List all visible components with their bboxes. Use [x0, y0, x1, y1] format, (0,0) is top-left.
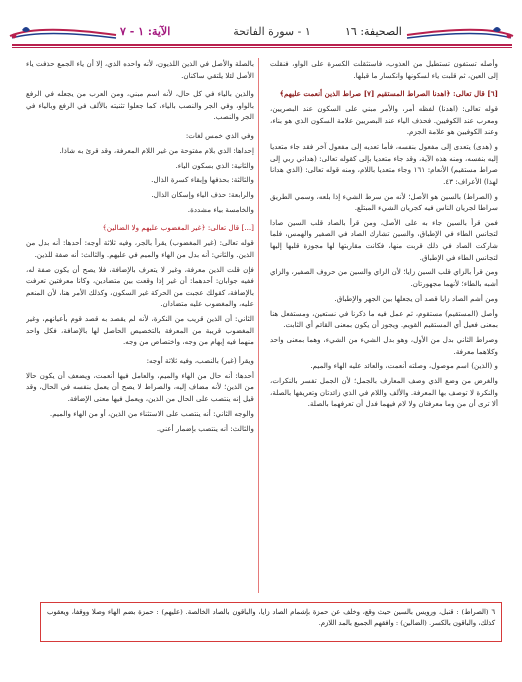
left-column [26, 58, 254, 593]
paragraph: والغرض من وضع الذي وصف المعارف بالجمل؛ لأن الجمل تفسر بالنكرات، والنكرة لا توصف بها المعرفة. والألف واللام في الذي زائدتان وتعريفها بالصلة، ألا ترى أن من وما معرفتان ولا لام فيهما فدل أن تعرفهما بالصلة. [270, 376, 498, 409]
paragraph: إحداها: الذي بلام مفتوحة من غير اللام المعرفة، وقد قرئ به شاذا. [59, 145, 254, 155]
paragraph: فمن قرأ بالسين جاء به على الأصل، ومن قرأ بالصاد قلب السين صادا لتجانس الطاء في الإطباق، والسين تشارك الصاد في الصفير والهمس، فلما شاركت الصاد في ذلك قربت منها، فكانت مقاربتها لها مجوزة قلبها إليها لتجانس الطاء في الإطباق. [270, 217, 498, 262]
paragraph: والذين بالياء في كل حال، لأنه اسم مبني، ومن العرب من يجعله في الرفع بالواو، وفي الجر والنصب بالياء، كما جعلوا تثنيته بالألف في الرفع وبالياء في الجر والنصب. [26, 89, 254, 122]
paragraph: أحدها: أنه حال من الهاء والميم، والعامل فيها أنعمت، ويضعف أن يكون حالا من الذين؛ لأنه مضاف إليه، والصراط لا يصح أن يعمل بنفسه في الحال، وقد قيل إنه ينتصب على الحال من الذين، ويعمل فيها معنى الإضافة. [26, 370, 254, 403]
footnote-box [40, 602, 502, 642]
header-rule-thin [12, 47, 512, 48]
paragraph: الثاني: أن الذين قريب من النكرة، لأنه لم يقصد به قصد قوم بأعيانهم، وغير المغضوب قريبة من المعرفة بالتخصيص الحاصل لها بالإضافة، فكل واحد منهما فيه إبهام من وجه، واختصاص من وجه. [26, 314, 254, 347]
verse-heading: [...] قال تعالى: ﴿غير المغضوب عليهم ولا الضالين﴾ [102, 223, 254, 233]
paragraph: فإن قلت الذين معرفة، وغير لا يتعرف بالإضافة، فلا يصح أن يكون صفة له، ففيه جوابان: أحدهما: أن غير إذا وقعت بين متضادين، وكانا معرفتين تعرفت بالإضافة، كقولك عجبت من الحركة غير السكون، وكذلك الأمر هنا، لأن المنعم عليه، والمغضوب عليه متضادان. [26, 264, 254, 309]
paragraph: والوجه الثاني: أنه ينتصب على الاستثناء من الذين، أو من الهاء والميم. [49, 408, 254, 418]
header-ornament-right-icon [405, 22, 515, 42]
paragraph: والرابعة: حذف الياء وإسكان الذال. [151, 190, 254, 200]
right-column [270, 58, 498, 593]
paragraph: و (الذين) اسم موصول، وصلته أنعمت، والعائد عليه الهاء والميم. [310, 361, 498, 371]
header-page-number: الصحيفة: ١٦ [345, 25, 402, 38]
paragraph: وفي الذي خمس لغات: [185, 130, 254, 140]
verse-heading: [٦] قال تعالى: ﴿اهدنا الصراط المستقيم [٧] صراط الذين أنعمت عليهم﴾ [279, 89, 498, 99]
column-divider [258, 58, 259, 593]
paragraph: ومن أشم الصاد زايا قصد أن يجعلها بين الجهر والإطباق. [334, 293, 498, 303]
header-ornament-left-icon [8, 22, 118, 42]
paragraph: و (هدى) يتعدى إلى مفعول بنفسه، فأما تعديه إلى مفعول آخر فقد جاء متعديا إليه بنفسه، ومنه هذه الآية، وقد جاء متعديا بإلى كقوله تعالى: (هداني ربي إلى صراط مستقيم) الأنعام: ١٦١ وجاء متعديا باللام، ومنه قوله تعالى: (الذي هدانا لهذا) الأعراف: ٤٣. [270, 141, 498, 186]
header-ayah: الآية: ١ - ٧ [120, 25, 171, 38]
paragraph: والثالثة: بحذفها وإبقاء كسرة الذال. [151, 175, 254, 185]
paragraph: و (الصراط) بالسين هو الأصل؛ لأنه من سرط الشيء إذا بلعه، وسمي الطريق سراطا لجريان الناس فيه كجريان الشيء المبتلع. [270, 191, 498, 213]
paragraph: والخامسة بياء مشددة. [187, 204, 254, 214]
paragraph: والثالث: أنه ينتصب بإضمار أعني. [156, 423, 254, 433]
paragraph: وأصله تستفون تستطيل من العذوب، فاستثقلت الكسرة على الواو، فنقلت إلى العين، ثم قلبت ياء لسكونها وانكسار ما قبلها. [270, 59, 498, 80]
paragraph: ويقرأ (غير) بالنصب، وفيه ثلاثة أوجه: [146, 355, 254, 365]
paragraph: قوله تعالى: (اهدنا) لفظه أمر، والأمر مبني على السكون عند البصريين، ومعرب عند الكوفيين. فحذف الياء عند البصريين علامة السكون الذي هو بناء، وعند الكوفيين هو علامة الجزم. [270, 103, 498, 137]
footnote-text: ٦ (الصراط) : قنبل، ورويس بالسين حيث وقع، وخلف عن حمزة بإشمام الصاد زايا، والباقون بالصاد الخالصة. (عليهم) : حمزة بضم الهاء وصلا ووقفا، ويعقوب كذلك، والباقون بالكسر. (الضالين) : وافقهم الجميع بالمد اللازم. [47, 608, 495, 627]
paragraph: ومن قرأ بالزاي قلب السين زايا؛ لأن الزاي والسين من حروف الصفير، والزاي أشبه بالطاء؛ لأنهما مجهورتان. [270, 267, 498, 289]
page-header [0, 0, 522, 52]
paragraph: والثانية: الذي بسكون الياء. [175, 160, 254, 170]
paragraph: وصراط الثاني بدل من الأول، وهو بدل الشيء من الشيء، وهما بمعنى واحد وكلاهما معرفة. [270, 334, 498, 356]
paragraph: بالصلة والأصل في الذين اللذيون، لأنه واحده الذي، إلا أن ياء الجمع حذفت ياء الأصل لئلا يلتقي ساكنان. [26, 59, 254, 80]
paragraph: قوله تعالى: (غير المغضوب) يقرأ بالجر، وفيه ثلاثة أوجه: أحدها: أنه بدل من الذين. والثاني: أنه بدل من الهاء والميم في عليهم. والثالث: أنه صفة للذين. [26, 238, 254, 259]
paragraph: وأصل (المستقيم) مستقوم، ثم عمل فيه ما ذكرنا في نستعين، ومستفعل هنا بمعنى فعيل أي المستقيم القويم. ويجوز أن يكون بمعنى القائم أي الثابت. [270, 308, 498, 330]
header-surah: ١ - سورة الفاتحة [233, 25, 311, 38]
header-rule [12, 44, 512, 46]
